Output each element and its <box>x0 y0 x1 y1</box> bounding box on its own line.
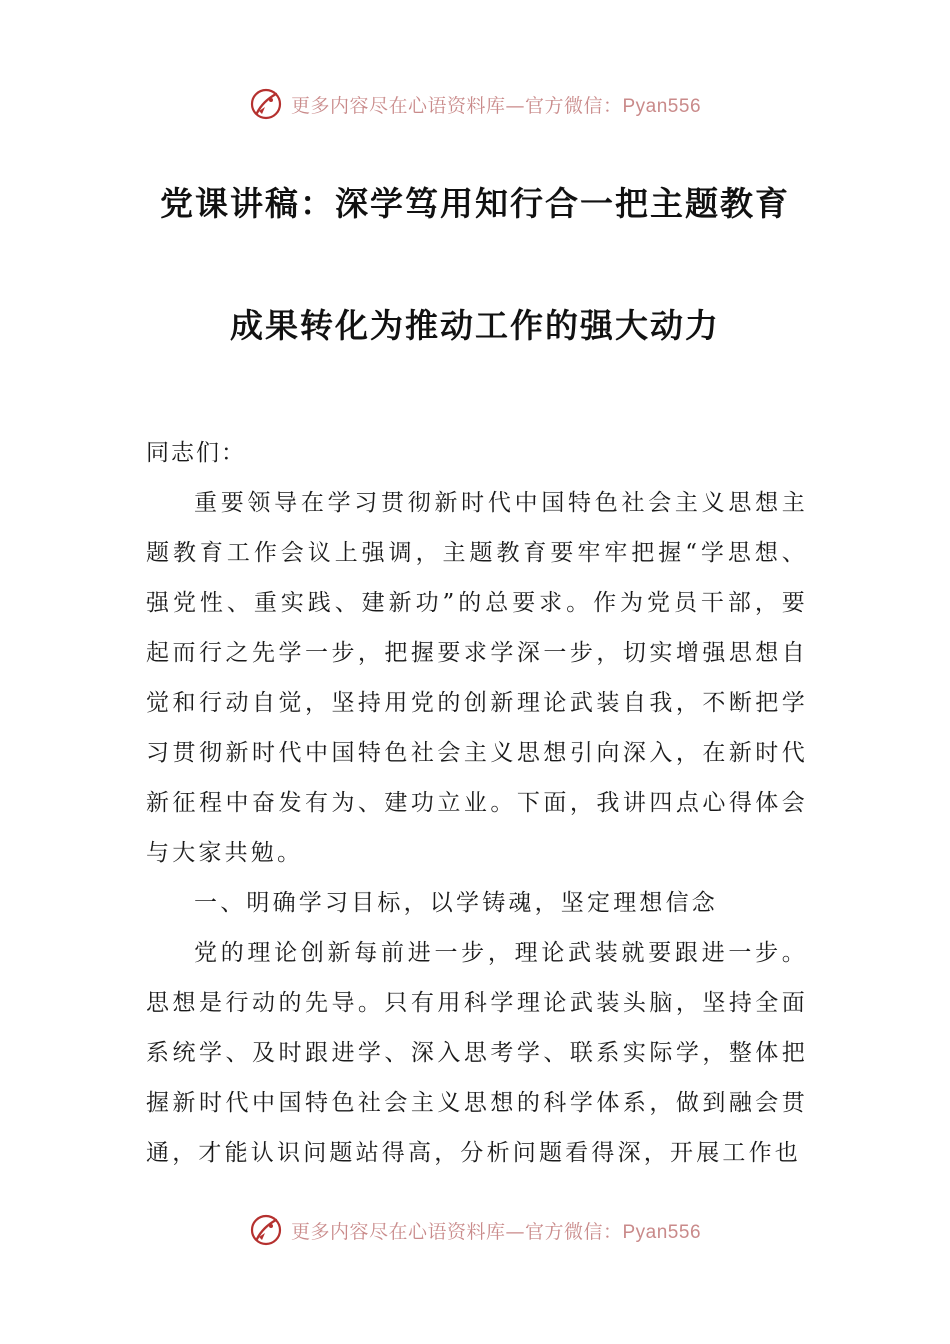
watermark-text: 更多内容尽在心语资料库—官方微信：Pyan556 <box>290 1220 702 1243</box>
salutation: 同志们： <box>146 440 246 466</box>
document-body <box>146 428 808 1178</box>
watermark-header <box>0 84 950 124</box>
paragraph-section-1: 党的理论创新每前进一步，理论武装就要跟进一步。思想是行动的先导。只有用科学理论武装头脑，坚持全面系统学、及时跟进学、深入思考学、联系实际学，整体把握新时代中国特色社会主义思想的科学体系，做到融会贯通，才能认识问题站得高，分析问题看得深，开展工作也 <box>146 940 808 1166</box>
page-title-line-2: 成果转化为推动工作的强大动力 <box>230 306 720 345</box>
pen-logo-icon <box>249 87 283 121</box>
section-heading-1: 一、明确学习目标，以学铸魂，坚定理想信念 <box>194 890 718 916</box>
paragraph-intro: 重要领导在学习贯彻新时代中国特色社会主义思想主题教育工作会议上强调，主题教育要牢牢把握“学思想、强党性、重实践、建新功”的总要求。作为党员干部，要起而行之先学一步，把握要求学深一步，切实增强思想自觉和行动自觉，坚持用党的创新理论武装自我，不断把学习贯彻新时代中国特色社会主义思想引向深入，在新时代新征程中奋发有为、建功立业。下面，我讲四点心得体会与大家共勉。 <box>146 490 808 866</box>
wechat-id: Pyan556 <box>622 95 702 117</box>
wechat-id: Pyan556 <box>622 1221 702 1243</box>
page-title-line-1: 党课讲稿：深学笃用知行合一把主题教育 <box>160 184 790 223</box>
watermark-text: 更多内容尽在心语资料库—官方微信：Pyan556 <box>290 94 702 117</box>
pen-logo-icon <box>249 1213 283 1247</box>
watermark-footer <box>0 1210 950 1250</box>
